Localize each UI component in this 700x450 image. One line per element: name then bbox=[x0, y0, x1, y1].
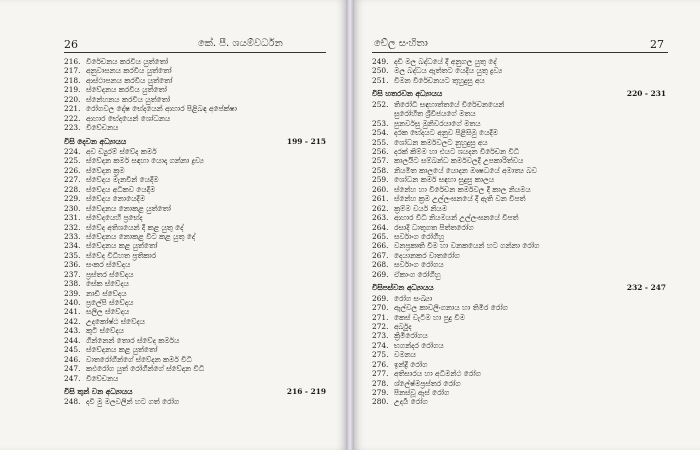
toc-entry bbox=[64, 123, 326, 132]
toc-entry bbox=[372, 175, 666, 184]
entry-number: 232. bbox=[64, 222, 81, 232]
entry-number: 237. bbox=[64, 269, 81, 279]
running-head: චේල සංහිතා bbox=[374, 38, 428, 49]
entry-number: 231. bbox=[64, 213, 81, 223]
entry-title: ප්‍රස්තර ස්වේදය bbox=[86, 269, 134, 279]
entry-number: 244. bbox=[64, 335, 81, 345]
entry-title: ඒකාංග රෝගීහු bbox=[394, 269, 441, 279]
entry-number: 256. bbox=[372, 147, 389, 156]
entry-number: 227. bbox=[64, 175, 81, 185]
entry-title: දරක භේදයට අනුව පිළිසිමු යෙදීම bbox=[394, 128, 498, 138]
entry-title: අව ඩ්‍යුරම් ස්වේද කර්ම bbox=[86, 147, 157, 156]
toc-entry bbox=[372, 109, 666, 118]
toc-entry bbox=[372, 156, 666, 165]
entry-title: ඉන්ද්‍රි රෝග bbox=[394, 359, 428, 369]
entry-title: විවේචනය bbox=[86, 373, 119, 383]
toc-entry bbox=[372, 204, 666, 213]
entry-title: සේක ස්වේදය bbox=[86, 279, 129, 289]
entry-title: ආස්ථාපනය කරවිය යුත්තෝ bbox=[86, 75, 173, 85]
entry-number: 239. bbox=[64, 288, 81, 298]
entry-number: 233. bbox=[64, 231, 81, 241]
toc-entry bbox=[372, 313, 666, 322]
entry-number: 247. bbox=[64, 373, 81, 383]
entry-number: 262. bbox=[372, 203, 389, 213]
toc-entry bbox=[372, 185, 666, 194]
entry-number: 241. bbox=[64, 307, 81, 317]
entry-number: 243. bbox=[64, 326, 81, 336]
toc-entry bbox=[64, 66, 326, 75]
entry-title: උදර්‍ය රෝග bbox=[394, 397, 428, 407]
entry-title: දරක් කිම්ම හා එයට ශයදන විරේචන විධි bbox=[394, 147, 520, 156]
entry-title: උදකෝෂ්ඨ ස්වේදය bbox=[86, 316, 145, 326]
toc-entry bbox=[372, 331, 666, 340]
entry-number: 236. bbox=[64, 260, 81, 270]
toc-entry bbox=[372, 251, 666, 260]
entry-title: කාලයිට සම්බන්ධ කර්මවලදී උපකාරිත්වය bbox=[394, 156, 524, 166]
toc-entry bbox=[64, 175, 326, 184]
section-heading: විසි හතරවන අධ්‍යායය 220 - 231 bbox=[372, 89, 666, 99]
entry-number: 254. bbox=[372, 128, 389, 138]
entry-title: ශෝධන කර්මවලට නුහුදුසු අය bbox=[394, 137, 488, 147]
toc-entry bbox=[372, 223, 666, 232]
entry-title: ස්වේදනය කරවිය යුත්තෝ bbox=[86, 85, 167, 95]
toc-entry bbox=[64, 95, 326, 104]
entry-number: 251. bbox=[372, 75, 389, 85]
toc-entry bbox=[372, 138, 666, 147]
toc-entry bbox=[64, 279, 326, 288]
left-page bbox=[0, 0, 346, 450]
toc-entry bbox=[372, 303, 666, 312]
entry-number: 226. bbox=[64, 165, 81, 175]
toc-entry bbox=[64, 364, 326, 373]
entry-title: ස්වේදය නොයෙදීම bbox=[86, 194, 146, 204]
entry-title: අර්බුද bbox=[394, 321, 412, 331]
entry-title: ස්නේහ ක්‍රම උල්ලංඝනයේ දී ඇති වන විපත් bbox=[394, 194, 526, 204]
entry-title: විවේචනය bbox=[86, 123, 119, 133]
toc-entry bbox=[64, 355, 326, 364]
toc-entry bbox=[64, 260, 326, 269]
entry-number: 235. bbox=[64, 250, 81, 260]
entry-title: ස්වේදනය නොකළ යුත්තෝ bbox=[86, 203, 171, 213]
entry-title: ස්වේද අතිශයෙන් දී කළ යුතු දේ bbox=[86, 222, 184, 232]
entry-title: වනප්‍රකෘති විම හා වනකයෙන් හට ගන්නා රෝග bbox=[394, 241, 540, 251]
toc-entry bbox=[372, 322, 666, 331]
entry-title: වමනය bbox=[394, 350, 416, 360]
entry-number: 272. bbox=[372, 321, 389, 331]
toc-entry bbox=[64, 223, 326, 232]
toc-entry bbox=[64, 85, 326, 94]
entry-title: ස්වේදනය කළ යුත්තෝ bbox=[86, 241, 158, 251]
book-gutter bbox=[346, 0, 354, 450]
entry-number: 240. bbox=[64, 298, 81, 307]
entry-number: 234. bbox=[64, 241, 81, 251]
entry-number: 270. bbox=[372, 303, 389, 313]
entry-title: නියමිත කාලයේ යොදන ඖෂධයේ අමාත්‍ය බව bbox=[394, 165, 537, 175]
toc-entry bbox=[64, 289, 326, 298]
entry-number: 220. bbox=[64, 94, 81, 104]
entry-number: 247. bbox=[64, 364, 81, 374]
page-number: 27 bbox=[650, 38, 664, 51]
entry-title: රෝගවල දෝෂ භේදයෙන් ආහාර පිළිබඳ අපේක්ෂා bbox=[86, 104, 237, 114]
entry-title: ස්වේදනය නොකළ විට කළ යුතු දේ bbox=[86, 231, 196, 241]
header-rule bbox=[64, 52, 326, 53]
entry-title: ස්වේදය මැනවින් යෙදීම bbox=[86, 175, 159, 185]
entry-number: 268. bbox=[372, 260, 389, 270]
entry-title: රසාදි ධාතූගත පිත්තරෝග bbox=[394, 222, 474, 232]
entry-number: 275. bbox=[372, 350, 389, 360]
entry-number: 221. bbox=[64, 104, 81, 114]
entry-number: 255. bbox=[372, 137, 389, 147]
toc-entry bbox=[372, 379, 666, 388]
entry-number: 266. bbox=[372, 241, 389, 251]
entry-title: විරේචනය කරවිය යුත්තෝ bbox=[86, 57, 169, 66]
entry-number: 269. bbox=[372, 269, 389, 279]
entry-number: 228. bbox=[64, 184, 81, 194]
entry-number: 279. bbox=[372, 388, 389, 397]
entry-number: 219. bbox=[64, 85, 81, 95]
toc-entry bbox=[372, 388, 666, 397]
entry-number: 259. bbox=[372, 175, 389, 185]
entry-title: භගන්දර රෝගය bbox=[394, 340, 444, 350]
toc-entry bbox=[372, 119, 666, 128]
entry-number: 248. bbox=[64, 397, 81, 407]
entry-title: තිරෝධි සඳහාත්තයේ විරේචනයෙන් bbox=[394, 99, 505, 109]
entry-title: ආහාර විධි නියමයන් උල්ලංඝනයේ විපත් bbox=[394, 213, 519, 223]
entry-number: 260. bbox=[372, 184, 389, 194]
entry-number: 273. bbox=[372, 331, 389, 341]
entry-title: අනුවාසනය කරවිය යුත්තෝ bbox=[86, 66, 172, 76]
toc-entry bbox=[372, 260, 666, 269]
toc-entry bbox=[64, 114, 326, 123]
entry-title: දවි මු මලවලින් හට ගත් රෝග bbox=[86, 397, 180, 407]
entry-title: ප්‍රලේපි ස්වේදය bbox=[86, 298, 134, 307]
entry-number: 277. bbox=[372, 369, 389, 379]
toc-entry bbox=[64, 326, 326, 335]
entry-number: 238. bbox=[64, 279, 81, 289]
entry-title: කඵරෝග යුත් රෝගීන්ගේ ස්වේදන විධි bbox=[86, 364, 205, 374]
entry-number: 224. bbox=[64, 147, 81, 156]
entry-number: 263. bbox=[372, 213, 389, 223]
entry-title: ස්වේදනය කළ යුත්තෝ bbox=[86, 345, 158, 355]
toc-entry bbox=[372, 166, 666, 175]
entry-title: ආහාර භේදයෙන් ශෝධනය bbox=[86, 113, 171, 123]
entry-title: සර්වාංග රෝගය bbox=[394, 260, 444, 270]
toc-entry bbox=[64, 156, 326, 165]
toc-entry bbox=[64, 166, 326, 175]
toc-entry bbox=[372, 369, 666, 378]
entry-title: පුනර්වසු මුනිවරයාගේ මතය bbox=[394, 118, 481, 128]
entry-number: 278. bbox=[372, 378, 389, 388]
entry-title: ගින්නෙන් තොර ස්වේද කර්මය bbox=[86, 335, 180, 345]
entry-number: 265. bbox=[372, 231, 389, 241]
entry-title: කෙස් වැටීම හා පුදු වීම bbox=[394, 312, 465, 322]
entry-number: 218. bbox=[64, 75, 81, 85]
entry-number: 229. bbox=[64, 194, 81, 204]
entry-title: ස්වේදයෙහි ප්‍රභේද bbox=[86, 213, 143, 223]
section-heading: විසි දෙවන අධ්‍යායය 199 - 215 bbox=[64, 136, 326, 146]
entry-number: 225. bbox=[64, 156, 81, 166]
entry-title: දෙයානකර වාතරෝග bbox=[394, 250, 460, 260]
toc-entry bbox=[372, 270, 666, 279]
entry-title: දඩි මල බද්ධයේ දී අනුගල යුතු දේ bbox=[394, 57, 497, 66]
toc-entry bbox=[64, 104, 326, 113]
toc-entry bbox=[372, 294, 666, 303]
entry-number: 246. bbox=[64, 354, 81, 364]
entry-title: රෝග සංඛ්‍යා bbox=[394, 293, 433, 303]
contents-list bbox=[372, 57, 666, 407]
entry-title: ස්වේදන ක්‍රම bbox=[86, 165, 125, 175]
entry-number: 217. bbox=[64, 66, 81, 76]
toc-entry bbox=[372, 194, 666, 203]
toc-entry bbox=[372, 213, 666, 222]
toc-entry bbox=[372, 360, 666, 369]
entry-number: 276. bbox=[372, 359, 389, 369]
toc-entry bbox=[64, 345, 326, 354]
entry-title: විමන විරේචනයට තුහුදුසු අය bbox=[394, 75, 485, 85]
entry-title: වාතරෝගීන්ගේ ස්වේදන කර්ම විධි bbox=[86, 354, 192, 364]
toc-entry bbox=[372, 350, 666, 359]
toc-entry bbox=[372, 232, 666, 241]
entry-number: 230. bbox=[64, 203, 81, 213]
entry-title: ස්නේහනය කරවිය යුත්තෝ bbox=[86, 94, 171, 104]
toc-entry bbox=[64, 307, 326, 316]
entry-title: අතිසාරය හා අධිමන්ථ රෝග bbox=[394, 369, 481, 379]
entry-number: 216. bbox=[64, 57, 81, 66]
toc-entry bbox=[372, 100, 666, 109]
entry-title: සංකර ස්වේදය bbox=[86, 260, 131, 270]
header-rule bbox=[372, 52, 668, 53]
entry-title: ක්‍රම්ම වර්ය නියම bbox=[394, 203, 448, 213]
toc-entry bbox=[64, 185, 326, 194]
entry-number: 269. bbox=[372, 293, 389, 303]
entry-number: 222. bbox=[64, 113, 81, 123]
running-head: කේ. පී. ශයම්වර්ධන bbox=[198, 38, 283, 49]
entry-number: 264. bbox=[372, 222, 389, 232]
entry-number: 223. bbox=[64, 123, 81, 133]
toc-entry bbox=[64, 213, 326, 222]
toc-entry bbox=[372, 397, 666, 406]
entry-number: 280. bbox=[372, 397, 389, 407]
entry-number: 249. bbox=[372, 57, 389, 66]
toc-entry bbox=[64, 232, 326, 241]
entry-title: කුටි ස්වේදය bbox=[86, 326, 124, 336]
entry-number: 257. bbox=[372, 156, 389, 166]
entry-title: ස්නේහ හා විරේචන කර්මවල දී කාල නියමය bbox=[394, 184, 531, 194]
entry-title: ඇල්වල කාවලිංගනාය හා තිමිර රෝග bbox=[394, 303, 508, 313]
entry-number: 274. bbox=[372, 340, 389, 350]
toc-entry bbox=[372, 66, 666, 75]
entry-title: මල බද්ධය ඇත්තට යෙදිය යුතු ද්‍රව්‍ය bbox=[394, 66, 503, 76]
toc-entry bbox=[372, 76, 666, 85]
toc-entry bbox=[64, 241, 326, 250]
entry-title: ශෝධන කර්ම සඳහා සුදුසු කාලය bbox=[394, 175, 495, 185]
entry-title: ක්‍රිමිරෝගය bbox=[394, 331, 428, 341]
page-number: 26 bbox=[64, 38, 78, 51]
toc-entry bbox=[372, 241, 666, 250]
right-page bbox=[354, 0, 700, 450]
contents-list bbox=[64, 57, 326, 407]
entry-number: 250. bbox=[372, 66, 389, 76]
toc-entry bbox=[64, 374, 326, 383]
toc-entry bbox=[372, 341, 666, 350]
entry-number: 267. bbox=[372, 250, 389, 260]
entry-title: සුරෝහිත ශ්‍රීවිජයගේ මතය bbox=[394, 109, 476, 119]
toc-entry bbox=[64, 251, 326, 260]
entry-title: ස්වේදන කර්ම සඳහා යොදා ගන්නා ද්‍රව්‍ය bbox=[86, 156, 204, 166]
entry-number: 253. bbox=[372, 118, 389, 128]
entry-title: ස්වේදය අධිකව යෙදීම bbox=[86, 184, 156, 194]
entry-title: පිනස්වූ ඇස් රෝග bbox=[394, 388, 450, 397]
toc-entry bbox=[64, 204, 326, 213]
entry-title: ශ්ලේෂ්මප්‍රස්තර රෝග bbox=[394, 378, 461, 388]
toc-entry bbox=[64, 317, 326, 326]
toc-entry bbox=[64, 270, 326, 279]
toc-entry bbox=[64, 336, 326, 345]
entry-number: 261. bbox=[372, 194, 389, 204]
entry-number: 252. bbox=[372, 99, 389, 109]
entry-title: සර්වාංග රෝගීහු bbox=[394, 231, 445, 241]
entry-title: සලිල ස්වේදය bbox=[86, 307, 130, 317]
entry-number: 271. bbox=[372, 312, 389, 322]
toc-entry bbox=[64, 194, 326, 203]
entry-number: 245. bbox=[64, 345, 81, 355]
section-heading: විසිපස්වන අධ්‍යායය 232 - 247 bbox=[372, 283, 666, 293]
entry-number: 258. bbox=[372, 165, 389, 175]
entry-number: 242. bbox=[64, 316, 81, 326]
entry-title: නාඩි ස්වේදය bbox=[86, 288, 127, 298]
section-heading: විසි තුන් වන අධ්‍යායය 216 - 219 bbox=[64, 386, 326, 396]
toc-entry bbox=[64, 76, 326, 85]
entry-title: ස්වේද විධිහත ප්‍රතිකාර bbox=[86, 250, 157, 260]
toc-entry bbox=[372, 128, 666, 137]
toc-entry bbox=[64, 397, 326, 406]
